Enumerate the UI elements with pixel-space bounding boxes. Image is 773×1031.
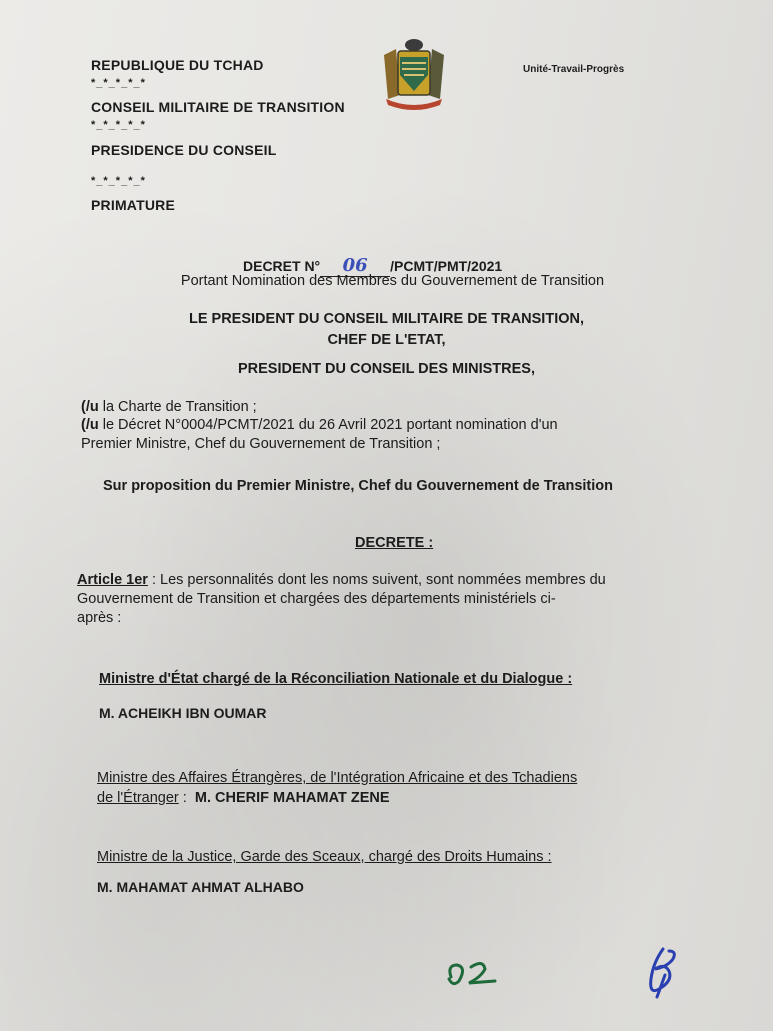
council-header: CONSEIL MILITAIRE DE TRANSITION [91,99,345,115]
decree-handwritten-number: 06 [342,255,368,276]
article-1-line-3: après : [77,610,122,626]
signature-initial-mark [643,945,683,1001]
visa-charter [81,398,257,417]
national-motto: Unité-Travail-Progrès [523,64,625,75]
minister-title-continuation [97,789,390,808]
primature-header: PRIMATURE [91,197,175,213]
authority-line-1: LE PRESIDENT DU CONSEIL MILITAIRE DE TRANSITION, [188,311,584,327]
visa-text: le Décret N°0004/PCMT/2021 du 26 Avril 2021 portant nomination d'un [98,417,558,433]
article-1-line-2: Gouvernement de Transition et chargées des départements ministériels ci- [77,591,556,607]
decree-suffix: /PCMT/PMT/2021 [390,258,503,274]
visa-decree [81,416,709,435]
header-separator: *_*_*_*_* [91,119,146,131]
presidency-header: PRESIDENCE DU CONSEIL [91,142,277,158]
minister-title-part: de l'Étranger [97,790,179,806]
minister-title: Ministre de la Justice, Garde des Sceaux, chargé des Droits Humains : [97,849,552,865]
article-1-line-1 [77,571,709,590]
republic-header: REPUBLIQUE DU TCHAD [91,57,264,73]
header-separator: *_*_*_*_* [91,175,146,187]
visa-prefix: (/u [81,399,99,415]
article-1-text: : Les personnalités dont les noms suivent, sont nommées membres du [147,572,606,588]
proposal-line: Sur proposition du Premier Ministre, Chef du Gouvernement de Transition [103,478,613,494]
header-separator: *_*_*_*_* [91,77,146,89]
visa-text: la Charte de Transition ; [98,399,257,415]
decrete-heading: DECRETE : [355,535,434,551]
authority-line-2: CHEF DE L'ETAT, [327,332,446,348]
decree-prefix: DECRET N° [243,258,321,274]
coat-of-arms-emblem [378,35,450,111]
minister-title: Ministre des Affaires Étrangères, de l'Intégration Africaine et des Tchadiens [97,770,578,786]
article-1-label: Article 1er [77,572,148,588]
decree-subject: Portant Nomination des Membres du Gouvernement de Transition [180,273,605,289]
authority-line-3: PRESIDENT DU CONSEIL DES MINISTRES, [237,361,536,377]
visa-decree-continuation: Premier Ministre, Chef du Gouvernement de Transition ; [81,436,441,452]
minister-name: M. CHERIF MAHAMAT ZENE [194,790,390,806]
handwritten-page-number [443,955,503,991]
minister-title: Ministre d'État chargé de la Réconciliation Nationale et du Dialogue : [99,671,573,687]
minister-name: M. MAHAMAT AHMAT ALHABO [97,879,304,895]
minister-name: M. ACHEIKH IBN OUMAR [99,705,267,721]
minister-title-colon: : [178,790,187,806]
visa-prefix: (/u [81,417,99,433]
